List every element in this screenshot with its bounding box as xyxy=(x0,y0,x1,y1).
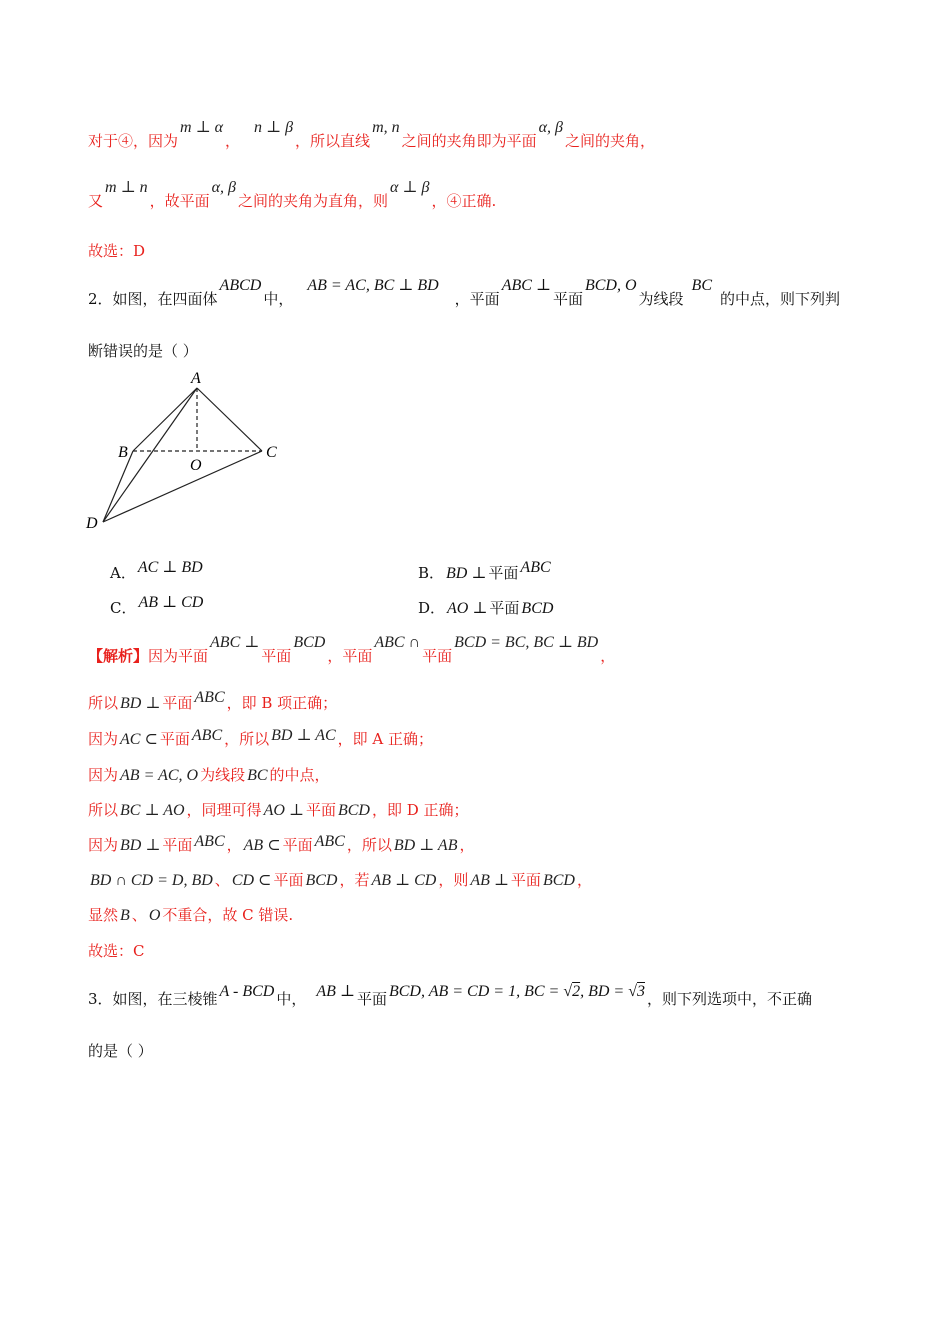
text: 之间的夹角， xyxy=(565,132,656,150)
label-o: O xyxy=(190,457,202,474)
math: BCD xyxy=(542,872,575,889)
text: 平面 xyxy=(305,801,336,819)
text: ，平面 xyxy=(327,647,373,665)
math: CD ⊂ xyxy=(231,872,272,889)
text: 、 xyxy=(214,871,230,889)
math: AC ⊥ BD xyxy=(137,559,203,576)
text: 平面 xyxy=(356,990,387,1008)
math: BC xyxy=(691,277,712,294)
math: BC xyxy=(247,767,268,784)
math: AO ⊥ xyxy=(263,802,304,819)
math: BCD xyxy=(305,872,338,889)
text: 平面 xyxy=(282,836,313,854)
text: 平面 xyxy=(422,647,453,665)
math: BCD, AB = CD = 1, BC = xyxy=(388,983,564,1000)
solution-line-8 xyxy=(88,904,293,925)
math: AC ⊂ xyxy=(120,731,158,748)
text: ，所以 xyxy=(346,836,392,854)
math: BCD xyxy=(521,600,554,617)
solution-line-4 xyxy=(88,764,330,785)
math: BCD xyxy=(337,802,370,819)
math: BCD, O xyxy=(584,277,637,294)
math: BCD xyxy=(293,634,326,651)
math: BD ⊥ AB xyxy=(393,837,458,854)
text: ，故平面 xyxy=(149,192,210,210)
text: 平面 xyxy=(489,599,520,617)
text: 中， xyxy=(263,290,294,308)
sqrt-sign: √ xyxy=(563,983,573,1000)
math: BD ⊥ xyxy=(120,837,161,854)
text: ，即 D 正确； xyxy=(371,801,469,819)
q3-stem xyxy=(88,983,813,1009)
text: 不重合，故 C 错误. xyxy=(162,906,294,924)
text: 因为 xyxy=(88,766,119,784)
text: 平面 xyxy=(488,564,519,582)
math: AB ⊂ xyxy=(243,837,281,854)
math: AB ⊥ xyxy=(470,872,509,889)
text: 平面 xyxy=(552,290,583,308)
solution-line-7 xyxy=(88,869,592,890)
math: n ⊥ β xyxy=(254,119,294,136)
text: ，则 xyxy=(438,871,469,889)
math: BD ⊥ AC xyxy=(271,727,336,744)
edge-ac xyxy=(197,388,262,451)
text: 平面 xyxy=(261,647,292,665)
math: ABCD xyxy=(219,277,262,294)
math: 2 xyxy=(572,983,581,1000)
math: α ⊥ β xyxy=(390,179,430,196)
text: 、 xyxy=(131,906,147,924)
text: ，即 B 项正确； xyxy=(226,694,338,712)
text: 显然 xyxy=(88,906,119,924)
text: ，平面 xyxy=(454,290,500,308)
text: ， xyxy=(576,871,592,889)
label-a: A xyxy=(191,370,201,387)
math: A - BCD xyxy=(219,983,275,1000)
math: 3 xyxy=(637,983,645,1000)
text: 的中点，则下列判 xyxy=(720,290,841,308)
math: B xyxy=(120,907,130,924)
math: ABC xyxy=(191,727,223,744)
text: 对于④，因为 xyxy=(88,132,179,150)
text: 又 xyxy=(88,192,104,210)
math: BD ⊥ xyxy=(446,565,487,582)
prev-solution-line-1 xyxy=(88,119,656,151)
math: ABC ⊥ xyxy=(210,634,260,651)
math: ABC xyxy=(194,833,225,850)
math: α, β xyxy=(211,179,237,196)
q3-stem-cont: 的是（ ） xyxy=(88,1042,153,1060)
option-c[interactable] xyxy=(110,594,205,618)
math: ABC xyxy=(314,833,345,850)
option-letter: D． xyxy=(418,599,446,617)
label-b: B xyxy=(118,444,128,461)
q2-answer: 故选：C xyxy=(88,942,145,960)
math: BC ⊥ AO xyxy=(120,802,185,819)
tetrahedron-figure xyxy=(80,365,290,535)
label-c: C xyxy=(266,444,277,461)
text: 为线段 xyxy=(638,290,684,308)
text: ，④正确. xyxy=(431,192,497,210)
text: ， xyxy=(600,647,616,665)
math: ABC xyxy=(520,559,551,576)
text: 中， xyxy=(276,990,307,1008)
math: BCD = BC, BC ⊥ BD xyxy=(454,634,599,651)
text: 平面 xyxy=(159,730,190,748)
text: ， xyxy=(459,836,475,854)
math: ABC xyxy=(194,689,225,706)
solution-line-2 xyxy=(88,689,338,713)
math: AB ⊥ xyxy=(316,983,355,1000)
math: m ⊥ n xyxy=(105,179,148,196)
math: m, n xyxy=(372,119,400,136)
text: 之间的夹角为直角，则 xyxy=(238,192,389,210)
text: 2．如图，在四面体 xyxy=(88,290,218,308)
text: 为线段 xyxy=(200,766,246,784)
text: 所以 xyxy=(88,694,119,712)
q2-stem xyxy=(88,277,841,309)
option-letter: C． xyxy=(110,599,137,617)
text: 所以 xyxy=(88,801,119,819)
text: 平面 xyxy=(162,694,193,712)
math: AB = AC, BC ⊥ BD xyxy=(307,277,439,294)
option-a[interactable] xyxy=(110,559,205,583)
solution-line-3 xyxy=(88,728,433,749)
text: ，则下列选项中，不正确 xyxy=(647,990,813,1008)
math: AB ⊥ CD xyxy=(371,872,437,889)
q2-stem-cont: 断错误的是（ ） xyxy=(88,342,198,360)
text: ，所以直线 xyxy=(295,132,371,150)
text: 的中点， xyxy=(269,766,330,784)
text: 平面 xyxy=(273,871,304,889)
prev-answer: 故选：D xyxy=(88,242,146,260)
text: ，所以 xyxy=(224,730,270,748)
math: AB = AC, O xyxy=(120,767,199,784)
math: m ⊥ α xyxy=(180,119,224,136)
text: 因为 xyxy=(88,836,119,854)
solution-line-1 xyxy=(88,634,616,666)
option-letter: A． xyxy=(110,564,136,582)
math-group xyxy=(389,983,645,1000)
option-letter: B． xyxy=(418,564,445,582)
text: ，若 xyxy=(339,871,370,889)
math: BD ⊥ xyxy=(120,695,161,712)
text: ，即 A 正确； xyxy=(337,730,434,748)
text: 因为平面 xyxy=(148,647,209,665)
math: α, β xyxy=(538,119,564,136)
text: ， xyxy=(225,132,241,150)
solution-line-5 xyxy=(88,799,469,820)
solution-line-6 xyxy=(88,834,475,855)
text: ， xyxy=(226,836,242,854)
edge-ab xyxy=(133,388,197,451)
edge-cd xyxy=(103,451,262,522)
prev-solution-line-2 xyxy=(88,179,497,211)
option-d[interactable] xyxy=(418,597,555,618)
math: O xyxy=(148,907,161,924)
math: AO ⊥ xyxy=(447,600,488,617)
label-d: D xyxy=(86,515,98,532)
math: AB ⊥ CD xyxy=(138,594,204,611)
math: ABC ∩ xyxy=(374,634,421,651)
analysis-tag: 【解析】 xyxy=(88,647,149,665)
math: , BD = xyxy=(580,983,629,1000)
text: 因为 xyxy=(88,730,119,748)
text: 平面 xyxy=(162,836,193,854)
math: BD ∩ CD = D, BD xyxy=(90,872,213,889)
sqrt-sign: √ xyxy=(628,983,637,1000)
option-b[interactable] xyxy=(418,559,553,583)
text: 3．如图，在三棱锥 xyxy=(88,990,218,1008)
text: ，同理可得 xyxy=(186,801,262,819)
math: ABC ⊥ xyxy=(501,277,551,294)
text: 之间的夹角即为平面 xyxy=(401,132,537,150)
text: 平面 xyxy=(510,871,541,889)
